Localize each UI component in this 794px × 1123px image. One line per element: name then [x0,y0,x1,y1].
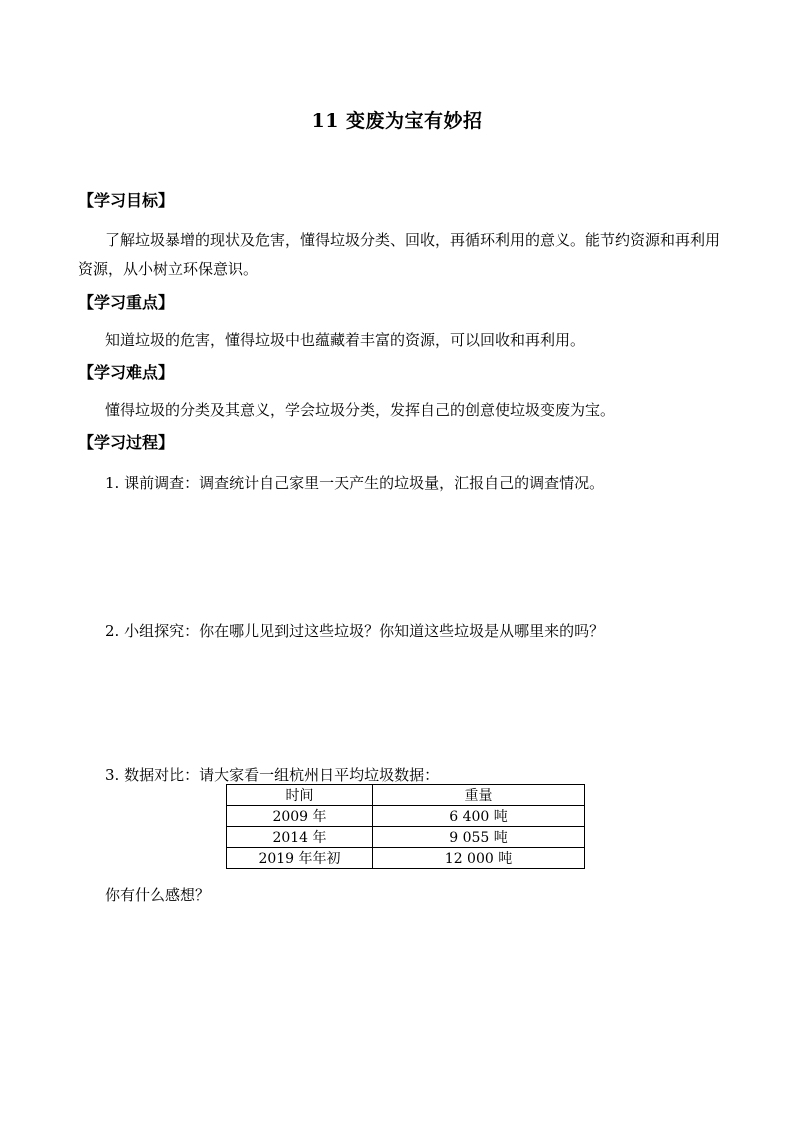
table-cell-year: 2009 年 [227,806,373,827]
table-header-row [227,785,585,806]
heading-learning-goals: 【学习目标】 [78,191,175,210]
learning-goals-text: 了解垃圾暴增的现状及危害，懂得垃圾分类、回收，再循环利用的意义。能节约资源和再利用资源，从小树立环保意识。 [78,231,721,278]
table-cell-weight: 6 400 吨 [373,806,585,827]
reflection-question: 你有什么感想？ [105,886,211,904]
table-row [227,806,585,827]
difficulties-text: 懂得垃圾的分类及其意义，学会垃圾分类，发挥自己的创意使垃圾变废为宝。 [105,401,616,419]
step-2-group-inquiry: 2. 小组探究：你在哪儿见到过这些垃圾？你知道这些垃圾是从哪里来的吗？ [105,622,605,640]
step-3-data-comparison: 3. 数据对比：请大家看一组杭州日平均垃圾数据： [105,766,440,784]
table-row [227,848,585,869]
table-header-weight: 重量 [373,785,585,806]
table-cell-weight: 12 000 吨 [373,848,585,869]
heading-key-points: 【学习重点】 [78,293,175,312]
heading-difficulties: 【学习难点】 [78,363,175,382]
step-1-survey: 1. 课前调查：调查统计自己家里一天产生的垃圾量，汇报自己的调查情况。 [105,474,605,492]
table-row [227,827,585,848]
key-points-text: 知道垃圾的危害，懂得垃圾中也蕴藏着丰富的资源，可以回收和再利用。 [105,331,586,349]
document-title: 11 变废为宝有妙招 [311,110,483,132]
table-cell-year: 2019 年年初 [227,848,373,869]
heading-learning-process: 【学习过程】 [78,433,175,452]
table-cell-year: 2014 年 [227,827,373,848]
table-cell-weight: 9 055 吨 [373,827,585,848]
garbage-data-table [226,784,585,869]
table-header-time: 时间 [227,785,373,806]
